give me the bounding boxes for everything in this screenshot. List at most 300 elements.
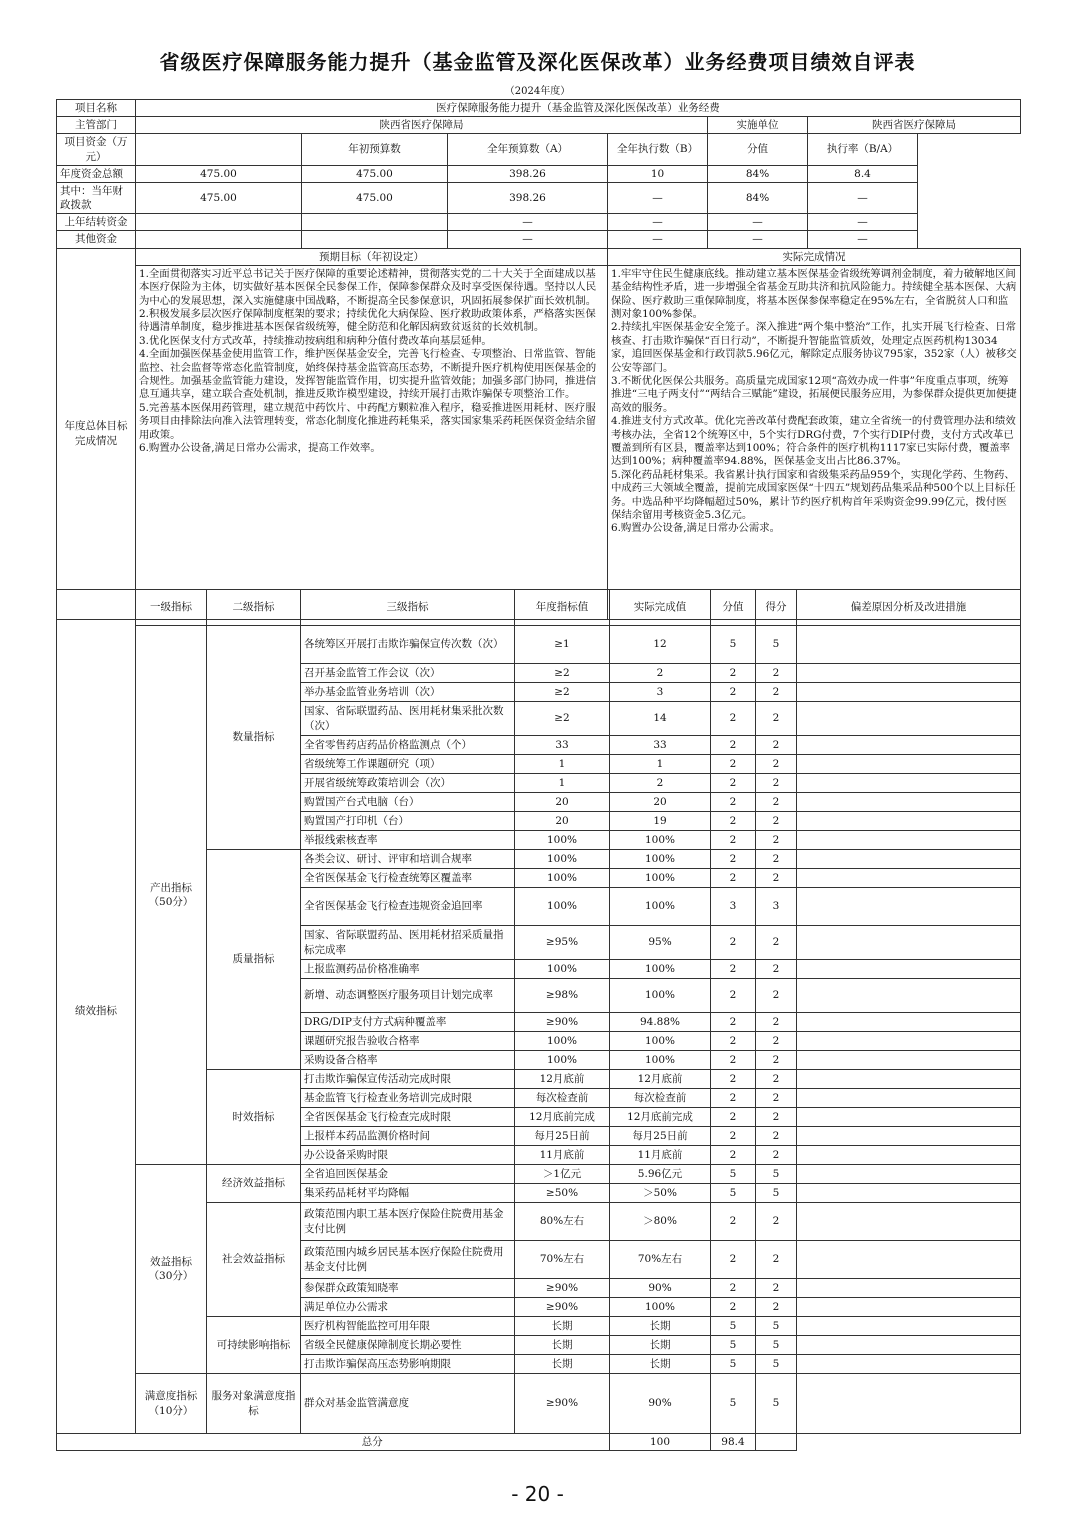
project-name: 医疗保障服务能力提升（基金监管及深化医保改革）业务经费 <box>136 100 1021 117</box>
perf-got: 5 <box>756 1355 797 1374</box>
perf-indicator-name: 全省追回医保基金 <box>301 1165 515 1184</box>
dept-label: 主管部门 <box>57 117 136 134</box>
perf-actual: 90% <box>610 1279 711 1298</box>
funds-cell: — <box>448 214 608 231</box>
goal-actual-item: 2.持续扎牢医保基金安全笼子。深入推进“两个集中整治”工作，扎实开展飞行检查、日常核查、打击欺诈骗保“百日行动”，不断提升智能监管质效，处理定点医药机构13034家，追回医保基金和行政罚款5.96亿元，解除定点服务协议795家，352家（人）被移交公安等部门。 <box>611 321 1017 374</box>
perf-score: 2 <box>711 831 756 850</box>
perf-label: 绩效指标 <box>57 590 136 1434</box>
perf-header: 偏差原因分析及改进措施 <box>797 590 1021 626</box>
perf-target: 每次检查前 <box>515 1089 610 1108</box>
perf-deviation <box>797 1108 1021 1127</box>
perf-header: 一级指标 <box>136 590 207 626</box>
perf-deviation <box>797 1013 1021 1032</box>
perf-got: 2 <box>756 774 797 793</box>
performance-table <box>56 589 1021 1451</box>
funds-cell: 475.00 <box>302 182 448 213</box>
perf-indicator-name: 国家、省际联盟药品、医用耗材招采质量指标完成率 <box>301 926 515 960</box>
perf-got: 2 <box>756 1089 797 1108</box>
perf-indicator-name: 课题研究报告验收合格率 <box>301 1032 515 1051</box>
perf-indicator-name: 举办基金监管业务培训（次） <box>301 683 515 702</box>
perf-target: 长期 <box>515 1336 610 1355</box>
perf-score: 2 <box>711 702 756 736</box>
perf-actual: 5.96亿元 <box>610 1165 711 1184</box>
perf-actual: 3 <box>610 683 711 702</box>
perf-got: 2 <box>756 683 797 702</box>
perf-score: 5 <box>711 626 756 664</box>
perf-score: 2 <box>711 1146 756 1165</box>
funds-cell <box>302 214 448 231</box>
perf-target: 长期 <box>515 1317 610 1336</box>
perf-indicator-name: 满足单位办公需求 <box>301 1298 515 1317</box>
goal-expected-item: 5.完善基本医保用药管理，建立规范中药饮片、中药配方颗粒准入程序，稳妥推进医用耗材、医疗服务项目由排除法向准入法管理转变，常态化制度化推进药耗集采，落实国家集采药耗医保资金结余留用政策。 <box>139 401 597 441</box>
perf-actual: 长期 <box>610 1317 711 1336</box>
perf-deviation <box>797 664 1021 683</box>
perf-deviation <box>797 1355 1021 1374</box>
perf-got: 2 <box>756 755 797 774</box>
funds-row-label: 上年结转资金 <box>57 214 136 231</box>
goals-actual <box>608 265 1021 619</box>
perf-indicator-name: 召开基金监管工作会议（次） <box>301 664 515 683</box>
goal-expected-item: 4.全面加强医保基金使用监管工作，维护医保基金安全，完善飞行检查、专项整治、日常监管、智能监控、社会监督等常态化监管制度，始终保持基金监管高压态势，不断提升医疗机构使用医保基金的合规性。加强基金监管能力建设，发挥智能监管作用，切实提升监管效能；加强多部门协同，推进信息互通共享，建立联合查处机制，推进反欺诈模型建设，持续开展打击欺诈骗保专项整治工作。 <box>139 348 597 401</box>
table-row <box>57 1374 1021 1434</box>
perf-got: 2 <box>756 1013 797 1032</box>
perf-score: 2 <box>711 793 756 812</box>
perf-target: ≥98% <box>515 979 610 1013</box>
perf-got: 5 <box>756 1165 797 1184</box>
perf-indicator-name: 新增、动态调整医疗服务项目计划完成率 <box>301 979 515 1013</box>
perf-total-row <box>57 1434 1021 1451</box>
perf-score: 2 <box>711 812 756 831</box>
goal-actual-item: 3.不断优化医保公共服务。高质量完成国家12项“高效办成一件事”年度重点事项，统筹推进“三电子两支付”“两结合三赋能”建设，拓展便民服务应用，为参保群众提供更加便捷高效的服务。 <box>611 374 1017 414</box>
perf-deviation <box>797 736 1021 755</box>
perf-target: 100% <box>515 1032 610 1051</box>
perf-actual: 2 <box>610 664 711 683</box>
perf-score: 5 <box>711 1336 756 1355</box>
perf-indicator-name: 举报线索核查率 <box>301 831 515 850</box>
perf-got: 2 <box>756 1279 797 1298</box>
perf-actual: 100% <box>610 831 711 850</box>
perf-got: 2 <box>756 869 797 888</box>
perf-got: 2 <box>756 1108 797 1127</box>
perf-score: 2 <box>711 1298 756 1317</box>
funds-cell: — <box>608 214 708 231</box>
perf-target: ≥50% <box>515 1184 610 1203</box>
perf-score: 2 <box>711 774 756 793</box>
perf-actual: 每月25日前 <box>610 1127 711 1146</box>
perf-deviation <box>797 1317 1021 1336</box>
perf-indicator-name: 国家、省际联盟药品、医用耗材集采批次数（次） <box>301 702 515 736</box>
perf-score: 5 <box>711 1374 756 1434</box>
perf-target: 100% <box>515 869 610 888</box>
funds-cell: 8.4 <box>808 165 918 182</box>
goal-expected-item: 1.全面贯彻落实习近平总书记关于医疗保障的重要论述精神，贯彻落实党的二十大关于全面建成以基本医疗保险为主体，切实做好基本医保全民参保工作，保障参保群众及时享受医保待遇。坚持以人民为中心的发展思想，深入实施健康中国战略，不断提高全民参保意识，巩固拓展参保扩面长效机制。 <box>139 267 597 307</box>
perf-indicator-name: 全省医保基金飞行检查完成时限 <box>301 1108 515 1127</box>
page-number: - 20 - <box>511 1482 564 1506</box>
perf-got: 2 <box>756 1203 797 1241</box>
funds-row-label: 其中：当年财政拨款 <box>57 182 136 213</box>
perf-target: ≥90% <box>515 1298 610 1317</box>
perf-target: 80%左右 <box>515 1203 610 1241</box>
perf-indicator-name: 开展省级统筹政策培训会（次） <box>301 774 515 793</box>
goals-header-row <box>57 248 1021 265</box>
perf-actual: 20 <box>610 793 711 812</box>
perf-got: 2 <box>756 702 797 736</box>
perf-target: 12月底前完成 <box>515 1108 610 1127</box>
goal-expected-item: 3.优化医保支付方式改革，持续推动按病组和病种分值付费改革向基层延伸。 <box>139 334 492 347</box>
perf-score: 2 <box>711 683 756 702</box>
perf-deviation <box>797 812 1021 831</box>
funds-header: 全年预算数（A） <box>448 134 608 165</box>
perf-target: 100% <box>515 960 610 979</box>
perf-indicator-name: 办公设备采购时限 <box>301 1146 515 1165</box>
perf-level1: 产出指标（50分） <box>136 626 207 1165</box>
perf-indicator-name: 采购设备合格率 <box>301 1051 515 1070</box>
perf-target: 1 <box>515 774 610 793</box>
perf-got: 5 <box>756 1317 797 1336</box>
funds-row <box>57 165 1021 182</box>
perf-got: 2 <box>756 831 797 850</box>
perf-header: 年度指标值 <box>515 590 610 626</box>
perf-level2: 社会效益指标 <box>207 1203 301 1317</box>
perf-deviation <box>797 1298 1021 1317</box>
perf-actual: 70%左右 <box>610 1241 711 1279</box>
perf-actual: 100% <box>610 1051 711 1070</box>
perf-got: 2 <box>756 1051 797 1070</box>
perf-total-label: 总分 <box>136 1434 610 1451</box>
project-info-table <box>56 99 1021 620</box>
perf-actual: 12月底前完成 <box>610 1108 711 1127</box>
perf-got: 5 <box>756 1336 797 1355</box>
goal-actual-item: 4.推进支付方式改革。优化完善改革付费配套政策，建立全省统一的付费管理办法和绩效考核办法，全省12个统筹区中，5个实行DRG付费，7个实行DIP付费，支付方式改革已覆盖到所有区县，覆盖率达到100%；符合条件的医疗机构1117家已实际付费，覆盖率达到100%；病种覆盖率94.88%，医保基金支出占比86.37%。 <box>611 415 1016 468</box>
perf-score: 2 <box>711 1241 756 1279</box>
impl-value: 陕西省医疗保障局 <box>808 117 1021 134</box>
funds-cell: 475.00 <box>136 182 302 213</box>
perf-target: 100% <box>515 1051 610 1070</box>
perf-score: 2 <box>711 1013 756 1032</box>
perf-actual: 100% <box>610 979 711 1013</box>
funds-cell <box>136 231 302 248</box>
goals-actual-header: 实际完成情况 <box>608 248 1021 265</box>
perf-score: 2 <box>711 1070 756 1089</box>
perf-got: 2 <box>756 960 797 979</box>
perf-actual: 2 <box>610 774 711 793</box>
perf-score: 2 <box>711 664 756 683</box>
perf-indicator-name: 购置国产台式电脑（台） <box>301 793 515 812</box>
perf-actual: 每次检查前 <box>610 1089 711 1108</box>
perf-actual: ＞50% <box>610 1184 711 1203</box>
funds-cell: — <box>608 182 708 213</box>
perf-total-spacer <box>57 1434 136 1451</box>
perf-indicator-name: 购置国产打印机（台） <box>301 812 515 831</box>
perf-total-got: 98.4 <box>711 1434 756 1451</box>
perf-level2: 服务对象满意度指标 <box>207 1374 301 1434</box>
perf-level2: 可持续影响指标 <box>207 1317 301 1374</box>
perf-target: 12月底前 <box>515 1070 610 1089</box>
perf-got: 5 <box>756 626 797 664</box>
perf-indicator-name: 打击欺诈骗保高压态势影响期限 <box>301 1355 515 1374</box>
perf-indicator-name: 群众对基金监管满意度 <box>301 1374 515 1434</box>
perf-header: 分值 <box>711 590 756 626</box>
perf-level2: 时效指标 <box>207 1070 301 1165</box>
perf-indicator-name: 上报监测药品价格准确率 <box>301 960 515 979</box>
perf-target: ≥90% <box>515 1013 610 1032</box>
perf-actual: 100% <box>610 888 711 926</box>
perf-score: 2 <box>711 926 756 960</box>
perf-indicator-name: 上报样本药品监测价格时间 <box>301 1127 515 1146</box>
perf-indicator-name: 全省医保基金飞行检查统筹区覆盖率 <box>301 869 515 888</box>
perf-indicator-name: 参保群众政策知晓率 <box>301 1279 515 1298</box>
perf-deviation <box>797 702 1021 736</box>
perf-actual: 100% <box>610 1032 711 1051</box>
perf-got: 2 <box>756 850 797 869</box>
perf-deviation <box>797 1279 1021 1298</box>
report-year: （2024年度） <box>504 86 571 97</box>
perf-deviation <box>797 1032 1021 1051</box>
perf-target: ≥2 <box>515 702 610 736</box>
perf-target: 每月25日前 <box>515 1127 610 1146</box>
funds-header: 分值 <box>708 134 808 165</box>
goal-expected-item: 6.购置办公设备,满足日常办公需求，提高工作效率。 <box>139 442 381 454</box>
perf-target: ≥1 <box>515 626 610 664</box>
funds-cell: — <box>808 231 918 248</box>
perf-indicator-name: 全省零售药店药品价格监测点（个） <box>301 736 515 755</box>
perf-target: 100% <box>515 850 610 869</box>
perf-deviation <box>797 1051 1021 1070</box>
funds-row <box>57 231 1021 248</box>
funds-header: 全年执行数（B） <box>608 134 708 165</box>
perf-score: 2 <box>711 1203 756 1241</box>
funds-header: 执行率（B/A） <box>808 134 918 165</box>
perf-indicator-name: 集采药品耗材平均降幅 <box>301 1184 515 1203</box>
funds-cell: — <box>448 231 608 248</box>
perf-score: 2 <box>711 1127 756 1146</box>
perf-header: 三级指标 <box>301 590 515 626</box>
funds-cell: — <box>708 231 808 248</box>
funds-row <box>57 214 1021 231</box>
perf-deviation <box>797 831 1021 850</box>
funds-cell: — <box>808 182 918 213</box>
perf-actual: 90% <box>610 1374 711 1434</box>
funds-label: 项目资金（万元） <box>57 134 136 165</box>
perf-deviation <box>797 888 1021 926</box>
perf-indicator-name: 各类会议、研讨、评审和培训合规率 <box>301 850 515 869</box>
perf-header-row <box>57 590 1021 626</box>
perf-deviation <box>797 1146 1021 1165</box>
perf-level1: 效益指标（30分） <box>136 1165 207 1374</box>
funds-cell <box>302 231 448 248</box>
perf-deviation <box>797 1203 1021 1241</box>
perf-got: 2 <box>756 979 797 1013</box>
funds-cell: — <box>708 214 808 231</box>
perf-actual: 12月底前 <box>610 1070 711 1089</box>
perf-indicator-name: 全省医保基金飞行检查违规资金追回率 <box>301 888 515 926</box>
perf-total-score: 100 <box>610 1434 711 1451</box>
perf-score: 2 <box>711 1279 756 1298</box>
perf-header: 实际完成值 <box>610 590 711 626</box>
table-row <box>57 626 1021 664</box>
dept-value: 陕西省医疗保障局 <box>136 117 708 134</box>
page-title: 省级医疗保障服务能力提升（基金监管及深化医保改革）业务经费项目绩效自评表 <box>159 50 916 74</box>
perf-indicator-name: 省级全民健康保障制度长期必要性 <box>301 1336 515 1355</box>
funds-header: 年初预算数 <box>302 134 448 165</box>
funds-cell: — <box>808 214 918 231</box>
perf-indicator-name: 医疗机构智能监控可用年限 <box>301 1317 515 1336</box>
perf-score: 5 <box>711 1355 756 1374</box>
perf-got: 3 <box>756 888 797 926</box>
perf-score: 2 <box>711 1032 756 1051</box>
funds-row-label: 其他资金 <box>57 231 136 248</box>
perf-got: 2 <box>756 736 797 755</box>
funds-cell: 84% <box>708 165 808 182</box>
perf-deviation <box>797 869 1021 888</box>
perf-deviation <box>797 1184 1021 1203</box>
perf-target: 20 <box>515 812 610 831</box>
goals-expected <box>136 265 608 619</box>
goal-actual-item: 1.牢牢守住民生健康底线。推动建立基本医保基金省级统筹调剂金制度，着力破解地区间基金结构性矛盾，进一步增强全省基金互助共济和抗风险能力。持续健全基本医保、大病保险、医疗救助三重保障制度，将基本医保参保率稳定在95%左右，全省脱贫人口和监测对象100%参保。 <box>611 267 1017 320</box>
perf-level2: 经济效益指标 <box>207 1165 301 1203</box>
funds-cell <box>136 214 302 231</box>
perf-score: 2 <box>711 1089 756 1108</box>
perf-deviation <box>797 1127 1021 1146</box>
funds-cell: 84% <box>708 182 808 213</box>
perf-deviation <box>797 683 1021 702</box>
perf-actual: 长期 <box>610 1355 711 1374</box>
perf-actual: 33 <box>610 736 711 755</box>
perf-header: 二级指标 <box>207 590 301 626</box>
goals-content-row <box>57 265 1021 619</box>
perf-deviation <box>797 774 1021 793</box>
perf-got: 2 <box>756 926 797 960</box>
perf-actual: 95% <box>610 926 711 960</box>
perf-got: 2 <box>756 793 797 812</box>
perf-indicator-name: 省级统筹工作课题研究（项） <box>301 755 515 774</box>
perf-actual: 100% <box>610 869 711 888</box>
perf-got: 5 <box>756 1184 797 1203</box>
perf-score: 2 <box>711 1108 756 1127</box>
perf-score: 5 <box>711 1165 756 1184</box>
perf-actual: 100% <box>610 850 711 869</box>
perf-indicator-name: 打击欺诈骗保宣传活动完成时限 <box>301 1070 515 1089</box>
perf-target: 11月底前 <box>515 1146 610 1165</box>
funds-cell: 475.00 <box>136 165 302 182</box>
funds-cell: 398.26 <box>448 165 608 182</box>
perf-got: 2 <box>756 1032 797 1051</box>
perf-deviation <box>797 755 1021 774</box>
perf-target: 20 <box>515 793 610 812</box>
perf-target: 100% <box>515 888 610 926</box>
perf-got: 2 <box>756 812 797 831</box>
perf-level1: 满意度指标（10分） <box>136 1374 207 1434</box>
perf-actual: ＞80% <box>610 1203 711 1241</box>
perf-deviation <box>797 793 1021 812</box>
funds-cell: 398.26 <box>448 182 608 213</box>
perf-got: 5 <box>756 1374 797 1434</box>
perf-score: 2 <box>711 1051 756 1070</box>
funds-row <box>57 182 1021 213</box>
goals-expected-header: 预期目标（年初设定） <box>136 248 608 265</box>
perf-actual: 1 <box>610 755 711 774</box>
funds-row-label: 年度资金总额 <box>57 165 136 182</box>
perf-header: 得分 <box>756 590 797 626</box>
perf-target: 70%左右 <box>515 1241 610 1279</box>
perf-target: 长期 <box>515 1355 610 1374</box>
perf-deviation <box>797 1089 1021 1108</box>
perf-deviation <box>797 979 1021 1013</box>
perf-target: 100% <box>515 831 610 850</box>
perf-indicator-name: 政策范围内城乡居民基本医疗保险住院费用基金支付比例 <box>301 1241 515 1279</box>
perf-deviation <box>797 1165 1021 1184</box>
perf-total-blank <box>756 1434 797 1451</box>
perf-indicator-name: DRG/DIP支付方式病种覆盖率 <box>301 1013 515 1032</box>
perf-target: ＞1亿元 <box>515 1165 610 1184</box>
perf-deviation <box>797 960 1021 979</box>
project-name-label: 项目名称 <box>57 100 136 117</box>
perf-deviation <box>797 926 1021 960</box>
perf-actual: 11月底前 <box>610 1146 711 1165</box>
perf-actual: 100% <box>610 1298 711 1317</box>
perf-target: ≥95% <box>515 926 610 960</box>
perf-indicator-name: 政策范围内职工基本医疗保险住院费用基金支付比例 <box>301 1203 515 1241</box>
goal-expected-item: 2.积极发展多层次医疗保障制度框架的要求；持续优化大病保险、医疗救助政策体系，严格落实医保待遇清单制度，稳步推进基本医保省级统筹，健全防范和化解因病致贫返贫的长效机制。 <box>139 307 596 334</box>
perf-target: 33 <box>515 736 610 755</box>
perf-score: 2 <box>711 850 756 869</box>
perf-deviation <box>797 1070 1021 1089</box>
perf-score: 5 <box>711 1184 756 1203</box>
perf-got: 2 <box>756 1298 797 1317</box>
perf-got: 2 <box>756 1241 797 1279</box>
perf-actual: 94.88% <box>610 1013 711 1032</box>
perf-level2: 数量指标 <box>207 626 301 850</box>
perf-score: 5 <box>711 1317 756 1336</box>
perf-got: 2 <box>756 1070 797 1089</box>
perf-deviation <box>797 1336 1021 1355</box>
perf-got: 2 <box>756 1146 797 1165</box>
perf-target: ≥2 <box>515 664 610 683</box>
perf-indicator-name: 各统筹区开展打击欺诈骗保宣传次数（次） <box>301 626 515 664</box>
perf-target: ≥2 <box>515 683 610 702</box>
perf-score: 2 <box>711 736 756 755</box>
perf-got: 2 <box>756 664 797 683</box>
perf-deviation <box>797 626 1021 664</box>
perf-indicator-name: 基金监管飞行检查业务培训完成时限 <box>301 1089 515 1108</box>
goals-label: 年度总体目标完成情况 <box>57 248 136 619</box>
perf-actual: 19 <box>610 812 711 831</box>
funds-cell: 475.00 <box>302 165 448 182</box>
perf-actual: 12 <box>610 626 711 664</box>
perf-score: 3 <box>711 888 756 926</box>
perf-got: 2 <box>756 1127 797 1146</box>
perf-deviation <box>797 1374 1021 1434</box>
perf-deviation <box>797 850 1021 869</box>
perf-score: 2 <box>711 960 756 979</box>
perf-target: 1 <box>515 755 610 774</box>
funds-cell: — <box>608 231 708 248</box>
perf-actual: 14 <box>610 702 711 736</box>
funds-cell: 10 <box>608 165 708 182</box>
perf-target: ≥90% <box>515 1374 610 1434</box>
goal-actual-item: 6.购置办公设备,满足日常办公需求。 <box>611 522 781 535</box>
perf-level2: 质量指标 <box>207 850 301 1070</box>
perf-deviation <box>797 1241 1021 1279</box>
perf-score: 2 <box>711 979 756 1013</box>
table-row <box>57 1165 1021 1184</box>
perf-actual: 100% <box>610 960 711 979</box>
perf-score: 2 <box>711 755 756 774</box>
perf-target: ≥90% <box>515 1279 610 1298</box>
perf-score: 2 <box>711 869 756 888</box>
goal-actual-item: 5.深化药品耗材集采。我省累计执行国家和省级集采药品959个，实现化学药、生物药、中成药三大领域全覆盖，提前完成国家医保“十四五”规划药品集采品种500个以上目标任务。中选品种平均降幅超过50%，累计节约医疗机构首年采购资金99.99亿元，拨付医保结余留用考核资金5.3亿元。 <box>611 468 1016 522</box>
perf-actual: 长期 <box>610 1336 711 1355</box>
